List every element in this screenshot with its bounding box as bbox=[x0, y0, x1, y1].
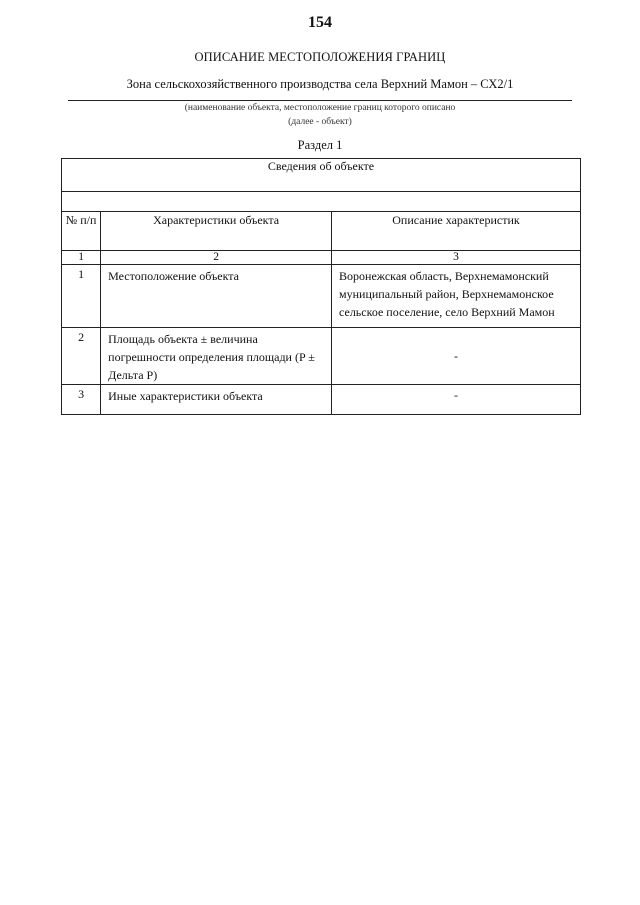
column-number-1: 1 bbox=[62, 251, 101, 265]
object-name: Зона сельскохозяйственного производства села Верхний Мамон – СХ2/1 bbox=[126, 77, 514, 91]
row-characteristic: Местоположение объекта bbox=[101, 265, 332, 328]
row-description: Воронежская область, Верхнемамонский муниципальный район, Верхнемамонское сельское поселение, село Верхний Мамон bbox=[332, 265, 581, 328]
caption-line-2: (далее - объект) bbox=[288, 117, 352, 127]
caption-line-1: (наименование объекта, местоположение границ которого описано bbox=[184, 103, 456, 113]
row-characteristic: Иные характеристики объекта bbox=[101, 385, 332, 415]
row-description: - bbox=[332, 328, 581, 385]
table-row bbox=[62, 385, 581, 415]
table-spacer-row bbox=[62, 192, 581, 212]
section-label: Раздел 1 bbox=[297, 138, 343, 152]
document-title: ОПИСАНИЕ МЕСТОПОЛОЖЕНИЯ ГРАНИЦ bbox=[194, 50, 446, 64]
header-number: № п/п bbox=[62, 212, 101, 251]
column-number-2: 2 bbox=[101, 251, 332, 265]
page-number: 154 bbox=[308, 14, 332, 31]
table-row bbox=[62, 328, 581, 385]
header-description: Описание характеристик bbox=[332, 212, 581, 251]
row-number: 3 bbox=[62, 385, 101, 415]
table-row bbox=[62, 265, 581, 328]
row-number: 2 bbox=[62, 328, 101, 385]
column-number-3: 3 bbox=[332, 251, 581, 265]
row-characteristic: Площадь объекта ± величина погрешности определения площади (P ± Дельта P) bbox=[101, 328, 332, 385]
row-description: - bbox=[332, 385, 581, 415]
table-title: Сведения об объекте bbox=[62, 159, 581, 192]
underline-rule bbox=[68, 100, 572, 101]
object-info-table bbox=[61, 158, 581, 415]
row-number: 1 bbox=[62, 265, 101, 328]
header-characteristic: Характеристики объекта bbox=[101, 212, 332, 251]
